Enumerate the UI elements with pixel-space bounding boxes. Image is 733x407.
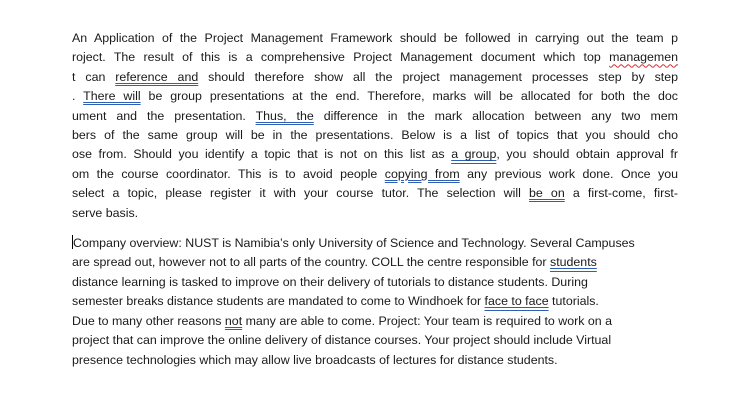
text-line bbox=[72, 87, 678, 106]
paragraph-project-framework bbox=[72, 29, 678, 223]
text-run: t can bbox=[72, 69, 116, 84]
text-run: tutorials. bbox=[548, 294, 599, 309]
text-run: Company overview: NUST is Namibia’s only University of Science and Technology. Several Campuses bbox=[73, 236, 635, 251]
text-line bbox=[72, 292, 678, 311]
text-line: distance learning is tasked to improve on their delivery of tutorials to distance students. During bbox=[72, 274, 588, 289]
text-run: select a topic, please register it with your course tutor. The selection will bbox=[72, 186, 529, 201]
paragraph-company-overview bbox=[72, 234, 678, 370]
text-line bbox=[72, 145, 678, 164]
text-line: presence technologies which may allow live broadcasts of lectures for distance students. bbox=[72, 352, 558, 367]
text-run: semester breaks distance students are mandated to come to Windhoek for bbox=[72, 294, 485, 309]
grammar-flag-word[interactable]: be on bbox=[529, 186, 565, 201]
text-run: om the course coordinator. This is to avoid people bbox=[72, 166, 385, 181]
text-line bbox=[72, 184, 678, 203]
grammar-flag-word[interactable]: reference and bbox=[115, 69, 199, 84]
grammar-flag-word[interactable]: a group bbox=[451, 147, 497, 162]
text-run: are spread out, however not to all parts of the country. COLL the centre responsible for bbox=[72, 255, 550, 270]
text-run: be group presentations at the end. Therefore, marks will be allocated for both the doc bbox=[140, 89, 678, 104]
text-line: An Application of the Project Management Framework should be followed in carrying out the team p bbox=[72, 31, 678, 45]
text-run: ument and the presentation. bbox=[72, 108, 256, 123]
grammar-flag-word[interactable]: students bbox=[550, 255, 597, 270]
text-run: difference in the mark allocation between any two mem bbox=[313, 108, 678, 123]
grammar-flag-word[interactable]: face to face bbox=[484, 294, 549, 309]
spelling-error-word[interactable]: managemen bbox=[609, 50, 678, 65]
text-line bbox=[72, 234, 678, 253]
text-run: any previous work done. Once you bbox=[459, 166, 678, 181]
text-line bbox=[72, 253, 678, 272]
grammar-flag-word[interactable]: There will bbox=[83, 89, 141, 104]
document-page[interactable] bbox=[72, 29, 678, 370]
text-run: . bbox=[72, 89, 84, 104]
text-line bbox=[72, 107, 678, 126]
text-line: serve basis. bbox=[72, 205, 139, 220]
text-run: roject. The result of this is a comprehensive Project Management document which top bbox=[72, 50, 610, 65]
text-line bbox=[72, 165, 678, 184]
text-run: Due to many other reasons bbox=[72, 313, 225, 328]
text-run: , you should obtain approval fr bbox=[496, 147, 678, 162]
text-run: a first-come, first- bbox=[564, 186, 678, 201]
text-line: project that can improve the online delivery of distance courses. Your project should include Virtual bbox=[72, 333, 612, 348]
grammar-flag-word[interactable]: Thus, the bbox=[255, 108, 314, 123]
text-run: ose from. Should you identify a topic that is not on this list as bbox=[72, 147, 452, 162]
text-line bbox=[72, 68, 678, 87]
text-run: many are able to come. Project: Your team is required to work on a bbox=[242, 313, 612, 328]
text-line bbox=[72, 48, 678, 67]
text-run: should therefore show all the project management processes step by step bbox=[198, 69, 678, 84]
grammar-flag-word[interactable]: copying from bbox=[384, 166, 460, 181]
grammar-flag-word[interactable]: not bbox=[224, 313, 243, 328]
text-line: bers of the same group will be in the presentations. Below is a list of topics that you should cho bbox=[72, 128, 678, 143]
text-line bbox=[72, 312, 678, 331]
